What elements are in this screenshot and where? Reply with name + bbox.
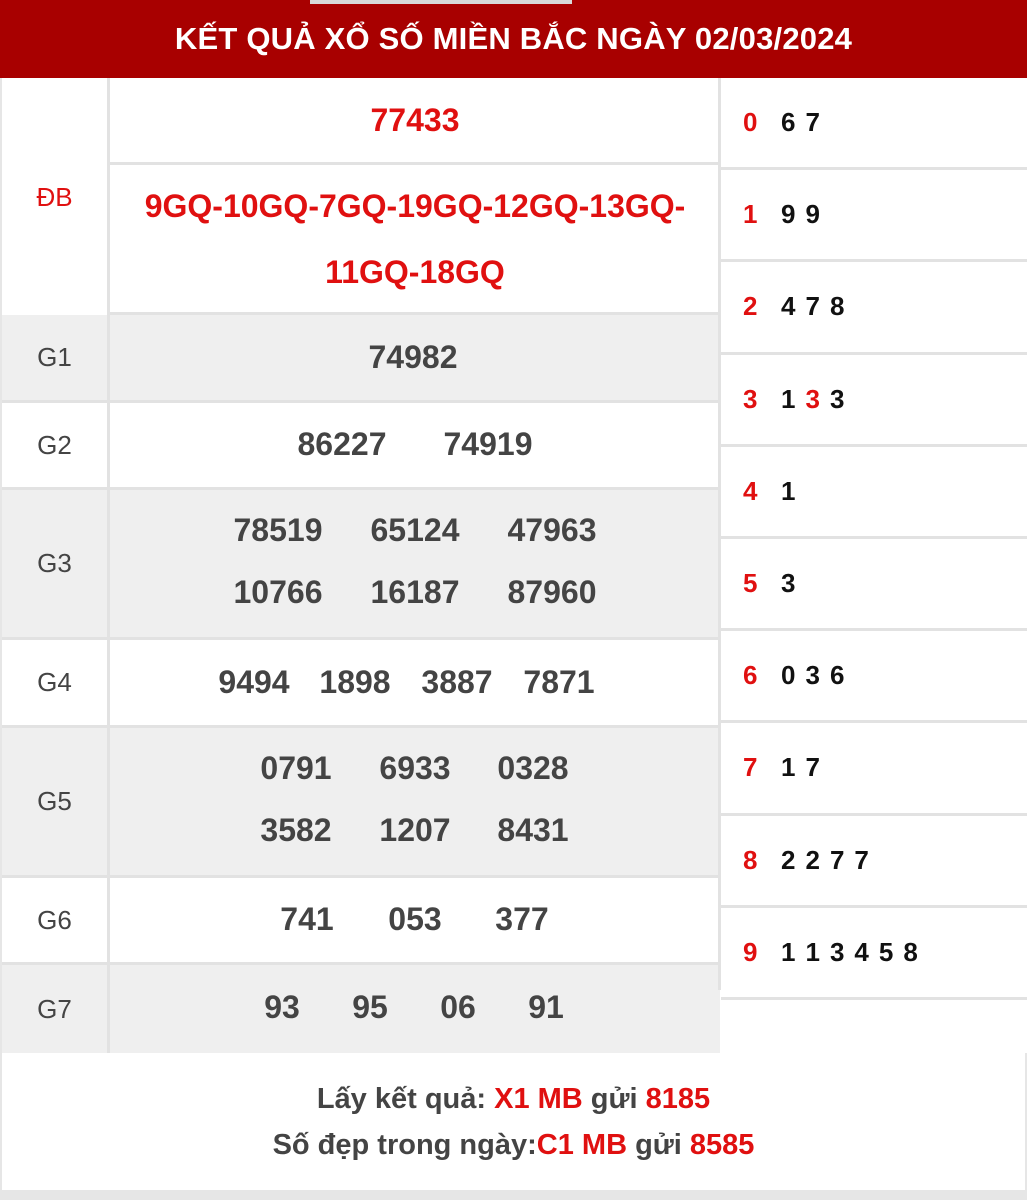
prize-number: 9494 — [218, 664, 290, 700]
prize-row-g2 — [2, 403, 720, 490]
loto-head: 9 — [743, 936, 758, 967]
loto-tail-digit: 9 — [781, 199, 798, 230]
loto-tails — [781, 107, 830, 138]
loto-tails — [781, 384, 854, 415]
loto-tail-digit: 8 — [903, 936, 920, 967]
prize-label-g4: G4 — [2, 640, 110, 725]
loto-tail-digit: 3 — [829, 936, 847, 967]
prize-values-g5 — [110, 728, 720, 875]
loto-tail-digit: 1 — [805, 936, 822, 967]
prize-label-g1: G1 — [2, 315, 110, 400]
loto-tails — [781, 291, 854, 322]
footer-line-2 — [2, 1129, 1025, 1162]
prize-number: 06 — [440, 989, 476, 1025]
prize-number: 65124 — [370, 512, 460, 548]
prize-number: 74982 — [368, 339, 458, 375]
loto-tails — [781, 476, 805, 507]
prize-number: 91 — [528, 989, 564, 1025]
prize-number: 1207 — [379, 812, 451, 848]
loto-table — [718, 78, 1027, 990]
prize-values-g1 — [110, 315, 720, 400]
prize-row-g3 — [2, 490, 720, 640]
prize-number: 8431 — [497, 812, 569, 848]
prize-label-g7: G7 — [2, 965, 110, 1053]
loto-row — [721, 78, 1027, 170]
loto-tail-digit: 0 — [781, 660, 798, 691]
prize-row-g7 — [2, 965, 720, 1053]
loto-row — [721, 170, 1027, 262]
prize-number: 95 — [352, 989, 388, 1025]
loto-tails — [781, 752, 830, 783]
prize-values-g3 — [110, 490, 720, 637]
loto-tail-digit: 6 — [781, 107, 798, 138]
footer-line1-code: X1 MB — [494, 1083, 583, 1115]
footer-line2-text: Số đẹp trong ngày: — [272, 1129, 537, 1161]
results-table — [0, 78, 718, 1053]
prize-number: 6933 — [379, 750, 451, 786]
page-title: KẾT QUẢ XỔ SỐ MIỀN BẮC NGÀY 02/03/2024 — [174, 21, 853, 56]
prize-number: 86227 — [297, 426, 387, 462]
prize-number: 1898 — [319, 664, 391, 700]
loto-row — [721, 631, 1027, 723]
prize-number: 47963 — [507, 512, 597, 548]
loto-row — [721, 816, 1027, 908]
loto-head: 0 — [743, 107, 758, 138]
loto-tails — [781, 568, 805, 599]
loto-tail-digit: 1 — [781, 936, 798, 967]
special-prize-number: 77433 — [110, 78, 720, 165]
loto-tail-digit: 5 — [878, 936, 896, 967]
loto-row — [721, 447, 1027, 539]
prize-number: 16187 — [370, 574, 460, 610]
loto-row — [721, 262, 1027, 354]
prize-number: 0791 — [260, 750, 332, 786]
loto-tail-digit: 9 — [805, 199, 822, 230]
loto-tails — [781, 660, 854, 691]
loto-head: 7 — [743, 752, 758, 783]
header-notch — [310, 0, 572, 4]
loto-head: 5 — [743, 568, 758, 599]
loto-tail-digit: 1 — [781, 475, 798, 506]
footer-line1-number: 8185 — [645, 1083, 711, 1115]
prize-values-g6 — [110, 878, 720, 962]
prize-label-g6: G6 — [2, 878, 110, 962]
footer-line-1 — [2, 1083, 1025, 1116]
prize-number: 3582 — [260, 812, 332, 848]
prize-number: 3887 — [421, 664, 493, 700]
prize-values-g7 — [110, 965, 720, 1053]
loto-tail-digit: 7 — [854, 844, 871, 875]
loto-head: 2 — [743, 291, 758, 322]
footer-line2-code: C1 MB — [536, 1129, 628, 1161]
loto-head: 6 — [743, 660, 758, 691]
prize-number: 74919 — [443, 426, 533, 462]
prize-row-g1 — [2, 315, 720, 403]
prize-number: 93 — [264, 989, 300, 1025]
prize-row-g5 — [2, 728, 720, 878]
loto-tail-digit: 7 — [805, 752, 822, 783]
loto-tail-digit: 7 — [805, 291, 822, 322]
loto-tail-digit: 2 — [805, 844, 822, 875]
prize-number: 7871 — [523, 664, 595, 700]
loto-tail-digit: 3 — [781, 568, 798, 599]
loto-head: 1 — [743, 199, 758, 230]
prize-number: 053 — [388, 901, 442, 937]
loto-tail-digit: 3 — [805, 660, 822, 691]
loto-tail-digit: 3 — [829, 383, 847, 414]
loto-tails — [781, 937, 928, 968]
loto-tail-digit: 4 — [854, 936, 871, 967]
prize-label-g3: G3 — [2, 490, 110, 637]
loto-row — [721, 908, 1027, 1000]
prize-number: 0328 — [497, 750, 569, 786]
prize-row-g4 — [2, 640, 720, 728]
footer-line1-send: gửi — [582, 1083, 646, 1115]
prize-number: 377 — [495, 901, 549, 937]
footer-line2-send: gửi — [627, 1129, 690, 1161]
prize-number: 10766 — [233, 574, 323, 610]
loto-row — [721, 723, 1027, 815]
loto-tail-digit: 6 — [829, 660, 847, 691]
prize-number: 741 — [280, 901, 334, 937]
loto-row — [721, 355, 1027, 447]
prize-label-g5: G5 — [2, 728, 110, 875]
prize-label-db: ĐB — [2, 78, 110, 315]
loto-tail-digit: 7 — [805, 107, 822, 138]
loto-row — [721, 539, 1027, 631]
bottom-bar — [0, 1192, 1027, 1200]
prize-number: 78519 — [233, 512, 323, 548]
prize-label-g2: G2 — [2, 403, 110, 487]
loto-tails — [781, 199, 830, 230]
special-prize-codes-line1: 9GQ-10GQ-7GQ-19GQ-12GQ-13GQ- — [144, 188, 686, 224]
results-header — [0, 0, 1027, 78]
special-prize-codes-line2: 11GQ-18GQ — [325, 254, 505, 290]
footer-line1-text: Lấy kết quả: — [316, 1083, 495, 1115]
prize-row-g6 — [2, 878, 720, 965]
loto-tail-digit: 8 — [829, 291, 847, 322]
special-prize-codes — [110, 165, 720, 315]
prize-values-g2 — [110, 403, 720, 487]
loto-tail-digit: 3 — [805, 383, 822, 414]
loto-tail-digit: 2 — [781, 844, 798, 875]
loto-head: 3 — [743, 383, 758, 414]
loto-tail-digit: 4 — [781, 291, 798, 322]
prize-values-g4 — [110, 640, 720, 725]
loto-tail-digit: 1 — [781, 383, 798, 414]
prize-number: 87960 — [507, 574, 597, 610]
footer-info — [0, 1053, 1027, 1192]
loto-tail-digit: 7 — [829, 844, 847, 875]
loto-tails — [781, 845, 879, 876]
loto-head: 8 — [743, 844, 758, 875]
loto-tail-digit: 1 — [781, 752, 798, 783]
loto-head: 4 — [743, 475, 758, 506]
footer-line2-number: 8585 — [689, 1129, 755, 1161]
